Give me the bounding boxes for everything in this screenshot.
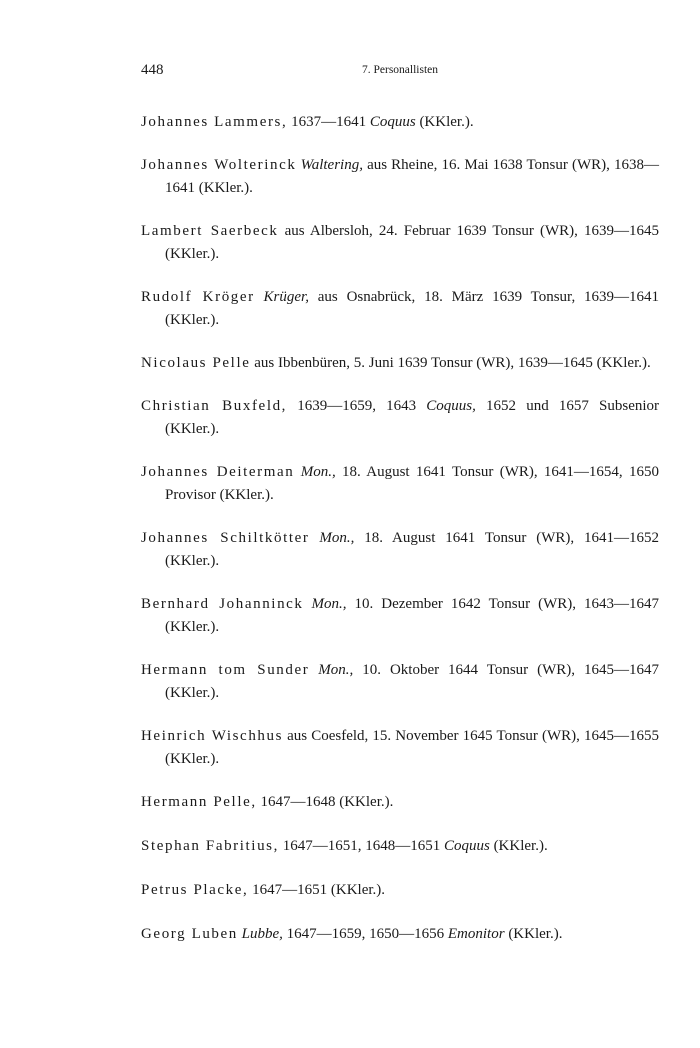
- entry-text-end: (KKler.).: [415, 114, 474, 130]
- person-name: Hermann tom Sunder: [141, 662, 310, 678]
- list-entry: [141, 352, 659, 375]
- name-variant: Waltering,: [296, 157, 363, 173]
- office-title: Coquus: [369, 114, 416, 130]
- list-entry: [141, 395, 659, 441]
- entry-text-end: (KKler.).: [489, 838, 548, 854]
- entry-text: 1647—1659, 1650—1656: [282, 926, 448, 942]
- list-entry: [141, 835, 659, 858]
- entry-text: 1639—1659, 1643: [287, 398, 427, 414]
- person-name: Rudolf Kröger: [141, 289, 255, 305]
- person-name: Lambert Saerbeck: [141, 223, 279, 239]
- entry-text: 1647—1651 (KKler.).: [248, 882, 386, 898]
- person-name: Nicolaus Pelle: [141, 355, 251, 371]
- entry-text: 10. Dezember 1642 Tonsur (WR), 1643—1647 (KKler.).: [165, 596, 659, 635]
- personnel-list: [141, 96, 659, 967]
- name-variant: Lubbe,: [237, 926, 283, 942]
- entry-text: aus Ibbenbüren, 5. Juni 1639 Tonsur (WR), 1639—1645 (KKler.).: [250, 355, 651, 371]
- list-entry: [141, 220, 659, 266]
- list-entry: [141, 659, 659, 705]
- entry-text: aus Osnabrück, 18. März 1639 Tonsur, 1639—1641 (KKler.).: [165, 289, 660, 328]
- entry-text-end: 1652 und 1657 Subsenior (KKler.).: [165, 398, 660, 437]
- entry-text: aus Coesfeld, 15. November 1645 Tonsur (WR), 1645—1655 (KKler.).: [165, 728, 659, 767]
- list-entry: [141, 154, 659, 200]
- list-entry: [141, 725, 659, 771]
- entry-text: aus Albersloh, 24. Februar 1639 Tonsur (WR), 1639—1645 (KKler.).: [165, 223, 659, 262]
- entry-text: 1637—1641: [287, 114, 370, 130]
- person-name: Johannes Lammers,: [141, 114, 288, 130]
- name-variant: Krüger,: [254, 289, 309, 305]
- entry-text: 1647—1648 (KKler.).: [256, 794, 394, 810]
- list-entry: [141, 593, 659, 639]
- name-variant: Mon.,: [309, 530, 355, 546]
- office-title: Coquus: [443, 838, 490, 854]
- running-head: 7. Personallisten: [361, 64, 439, 76]
- entry-text: 1647—1651, 1648—1651: [278, 838, 444, 854]
- person-name: Hermann Pelle,: [141, 794, 257, 810]
- name-variant: Mon.,: [303, 596, 347, 612]
- person-name: Christian Buxfeld,: [141, 398, 288, 414]
- person-name: Petrus Placke,: [141, 882, 249, 898]
- list-entry: [141, 527, 659, 573]
- list-entry: [141, 923, 659, 946]
- person-name: Johannes Schiltkötter: [141, 530, 310, 546]
- list-entry: [141, 791, 659, 814]
- page-header: [141, 62, 659, 82]
- name-variant: Mon.,: [309, 662, 354, 678]
- office-title: Emonitor: [447, 926, 505, 942]
- person-name: Georg Luben: [141, 926, 238, 942]
- office-title: Coquus,: [426, 398, 476, 414]
- entry-text: 18. August 1641 Tonsur (WR), 1641—1652 (KKler.).: [165, 530, 659, 569]
- person-name: Bernhard Johanninck: [141, 596, 304, 612]
- person-name: Johannes Wolterinck: [141, 157, 297, 173]
- list-entry: [141, 111, 659, 134]
- entry-text: 10. Oktober 1644 Tonsur (WR), 1645—1647 (KKler.).: [165, 662, 659, 701]
- entry-text-end: (KKler.).: [504, 926, 563, 942]
- person-name: Heinrich Wischhus: [141, 728, 284, 744]
- name-variant: Mon.,: [294, 464, 336, 480]
- entry-text: aus Rheine, 16. Mai 1638 Tonsur (WR), 1638—1641 (KKler.).: [165, 157, 659, 196]
- list-entry: [141, 461, 659, 507]
- list-entry: [141, 286, 659, 332]
- page-number: 448: [141, 62, 164, 78]
- entry-text: 18. August 1641 Tonsur (WR), 1641—1654, 1650 Provisor (KKler.).: [165, 464, 659, 503]
- person-name: Johannes Deiterman: [141, 464, 295, 480]
- person-name: Stephan Fabritius,: [141, 838, 279, 854]
- list-entry: [141, 879, 659, 902]
